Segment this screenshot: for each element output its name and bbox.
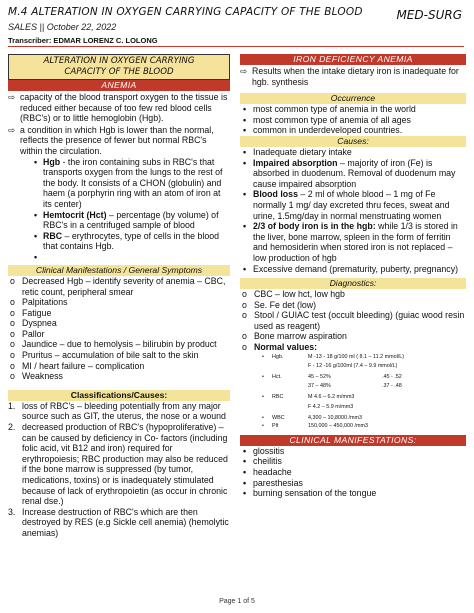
section-title-box xyxy=(8,54,230,80)
cause-bullet xyxy=(240,147,466,158)
cause-term: Blood loss xyxy=(253,189,298,200)
term-text: - the iron containing subs in RBC's that transports oxygen from the lungs to the rest of the body. It consists of a CHON (globulin) and haem (a porphyrin ring with an atom of iron at its center) xyxy=(43,156,223,209)
term-label: Hemtocrit (Hct) xyxy=(43,209,107,220)
diagnostic-item: o CBC – low hct, low hgb xyxy=(240,289,466,300)
normal-values-item: o Normal values: xyxy=(240,342,466,353)
iron-clinical-manifestations-heading: CLINICAL MANIFESTATIONS: xyxy=(240,435,466,446)
manifestation-item: • cheilitis xyxy=(240,456,466,467)
lab-range: M -13 - 18 g/100 ml ( 8.1 – 11.2 mmol/L) xyxy=(308,353,405,360)
anemia-definition-1: ⇨ capacity of the blood transport oxygen to the tissue is reduced either because of too few red blood cells (RBC's) or to little hemoglobin (Hgb). xyxy=(8,92,230,124)
normal-value-row: • Hgb. M -13 - 18 g/100 ml ( 8.1 – 11.2 mmol/L) xyxy=(262,353,466,362)
normal-value-row: • Hct. 45 – 52% .45 - .52 xyxy=(262,373,466,382)
cause-desc: while 1/3 is stored in the liver, bone marrow, spleen in the form of ferritin and hemosiderin when stored iron is not replaced – low production of hgb xyxy=(253,221,458,263)
classifications-heading: Classifications/Causes: xyxy=(8,390,230,401)
lab-name: Plt xyxy=(272,423,279,430)
cause-text: loss of RBC's – bleeding potentially from any major source such as GIT, the uterus, the nose or a wound xyxy=(22,400,226,422)
lab-range: F 4.2 – 5.9 m/mm3 xyxy=(308,403,354,410)
lab-range: F - 12 -16 g/100ml (7.4 – 9.9 mmol/L) xyxy=(308,363,398,370)
cause-bullet xyxy=(240,189,466,221)
document-title: M.4 ALTERATION IN OXYGEN CARRYING CAPACITY OF THE BLOOD xyxy=(8,6,363,18)
lab-range: 4,300 – 10,8000 /mm3 xyxy=(308,414,362,421)
lab-name: Hct. xyxy=(272,374,282,381)
document-date: SALES || October 22, 2022 xyxy=(8,22,117,32)
diagnostic-item: o Stool / GUIAC test (occult bleeding) (guiac wood resin used as reagent) xyxy=(240,310,466,331)
lab-range: 37 – 48% xyxy=(308,383,331,390)
cause-desc: Excessive demand (prematurity, puberty, pregnancy) xyxy=(253,263,459,274)
normal-value-row: • RBC M 4.6 – 6.2 m/mm3 xyxy=(262,393,466,402)
cause-number: 1. xyxy=(8,400,16,411)
cause-item xyxy=(8,507,230,539)
normal-value-row xyxy=(262,403,466,414)
symptom-item: o Decreased Hgb – identify severity of anemia – CBC, retic count, peripheral smear xyxy=(8,276,230,297)
term-label: Hgb xyxy=(43,156,61,167)
manifestation-item: • headache xyxy=(240,467,466,478)
lab-range: 45 – 52% xyxy=(308,374,331,381)
symptom-item: o Fatigue xyxy=(8,308,230,319)
occurrence-item: • most common type of anemia of all ages xyxy=(240,115,466,126)
cause-desc: – 2 ml of whole blood – 1 mg of Fe normally 1 mg/ day excreted thru feces, sweat and urine, 1.5mg/day in normal menstruating women xyxy=(253,189,450,221)
section-title-line-2: CAPACITY OF THE BLOOD xyxy=(64,67,174,77)
cause-number: 2. xyxy=(8,422,16,433)
symptom-item: o MI / heart failure – complication xyxy=(8,361,230,372)
cause-item xyxy=(8,401,230,422)
term-text: – percentage (by volume) of RBC's in a centrifuged sample of blood xyxy=(43,209,219,231)
term-item xyxy=(34,231,230,252)
cause-bullet xyxy=(240,158,466,190)
cause-desc: – majority of iron (Fe) is absorbed in duodenum. Removal of duodenum may cause impaired absorption xyxy=(253,157,456,189)
symptom-item: o Pruritus – accumulation of bile salt to the skin xyxy=(8,350,230,361)
normal-values-label: Normal values xyxy=(254,342,315,353)
symptom-item: o Jaundice – due to hemolysis – bilirubin by product xyxy=(8,339,230,350)
manifestation-item: • burning sensation of the tongue xyxy=(240,488,466,499)
term-item-empty xyxy=(34,252,230,262)
occurrence-item: • common in underdeveloped countries. xyxy=(240,125,466,136)
normal-value-row: • Plt 150,000 – 450,000 /mm3 xyxy=(262,422,466,431)
diagnostics-heading: Diagnostics: xyxy=(240,278,466,289)
cause-bullet xyxy=(240,264,466,275)
manifestation-item: • paresthesias xyxy=(240,478,466,489)
symptom-item: o Weakness xyxy=(8,371,230,382)
anemia-definition-2: ⇨ a condition in which Hgb is lower than the normal, reflects the presence of fewer but normal RBC's within the circulation. xyxy=(8,125,230,157)
right-column xyxy=(240,54,466,499)
anemia-terms-list xyxy=(8,157,230,262)
occurrence-item: • most common type of anemia in the world xyxy=(240,104,466,115)
normal-values-table xyxy=(240,353,466,431)
term-text: – erythrocytes, type of cells in the blood that contains Hgb. xyxy=(43,230,220,252)
cause-item xyxy=(8,422,230,507)
symptom-item: o Palpitations xyxy=(8,297,230,308)
lab-name: WBC xyxy=(272,414,285,421)
diagnostic-item: o Se. Fe det (low) xyxy=(240,300,466,311)
ida-definition: ⇨ Results when the intake dietary iron is inadequate for hgb. synthesis xyxy=(240,66,466,87)
normal-value-row xyxy=(262,382,466,393)
term-label: RBC xyxy=(43,230,63,241)
iron-deficiency-heading: IRON DEFICIENCY ANEMIA xyxy=(240,54,466,65)
clinical-manifestations-heading: Clinical Manifestations / General Symptoms xyxy=(8,265,230,276)
cause-desc: Inadequate dietary intake xyxy=(253,146,352,157)
lab-range: M 4.6 – 6.2 m/mm3 xyxy=(308,394,355,401)
manifestation-item: • glossitis xyxy=(240,446,466,457)
lab-name: RBC xyxy=(272,394,284,401)
cause-term: 2/3 of body iron is in the hgb: xyxy=(253,221,376,232)
symptom-item: o Dyspnea xyxy=(8,318,230,329)
cause-text: decreased production of RBC's (hypoproliferative) – can be caused by deficiency in Co- factors (including folic acid, vit B12 and iron) required for erythropoiesis; RBC production may also be reduced if the bone marrow is suppressed (by tumor, medications, toxins) or is inadequately stimulated because of lack of erythropoietin (as occur in chronic renal dse.) xyxy=(22,422,228,507)
page-number: Page 1 of 5 xyxy=(219,598,255,605)
lab-range-alt: .37 - .48 xyxy=(382,383,402,390)
normal-value-row: • WBC 4,300 – 10,8000 /mm3 xyxy=(262,414,466,423)
term-item xyxy=(34,157,230,210)
symptom-item: o Pallor xyxy=(8,329,230,340)
cause-term: Impaired absorption xyxy=(253,157,338,168)
cause-text: Increase destruction of RBC's which are then destroyed by RES (e.g Sickle cell anemia) (hemolytic anemias) xyxy=(22,506,229,538)
header-divider xyxy=(8,46,464,47)
diagnostic-item: o Bone marrow aspiration xyxy=(240,331,466,342)
lab-name: Hgb. xyxy=(272,353,284,360)
normal-value-row xyxy=(262,362,466,373)
term-item xyxy=(34,210,230,231)
subject-tag: MED-SURG xyxy=(396,8,462,22)
lab-range-alt: .45 - .52 xyxy=(382,374,402,381)
left-column xyxy=(8,54,230,539)
transcriber: Transcriber: EDMAR LORENZ C. LOLONG xyxy=(8,36,158,45)
anemia-heading: ANEMIA xyxy=(8,80,230,91)
cause-number: 3. xyxy=(8,506,16,517)
cause-bullet xyxy=(240,221,466,263)
lab-range: 150,000 – 450,000 /mm3 xyxy=(308,423,368,430)
occurrence-heading: Occurrence xyxy=(240,93,466,104)
section-title-line-1: ALTERATION IN OXYGEN CARRYING xyxy=(43,56,195,66)
causes-heading: Causes: xyxy=(240,136,466,147)
